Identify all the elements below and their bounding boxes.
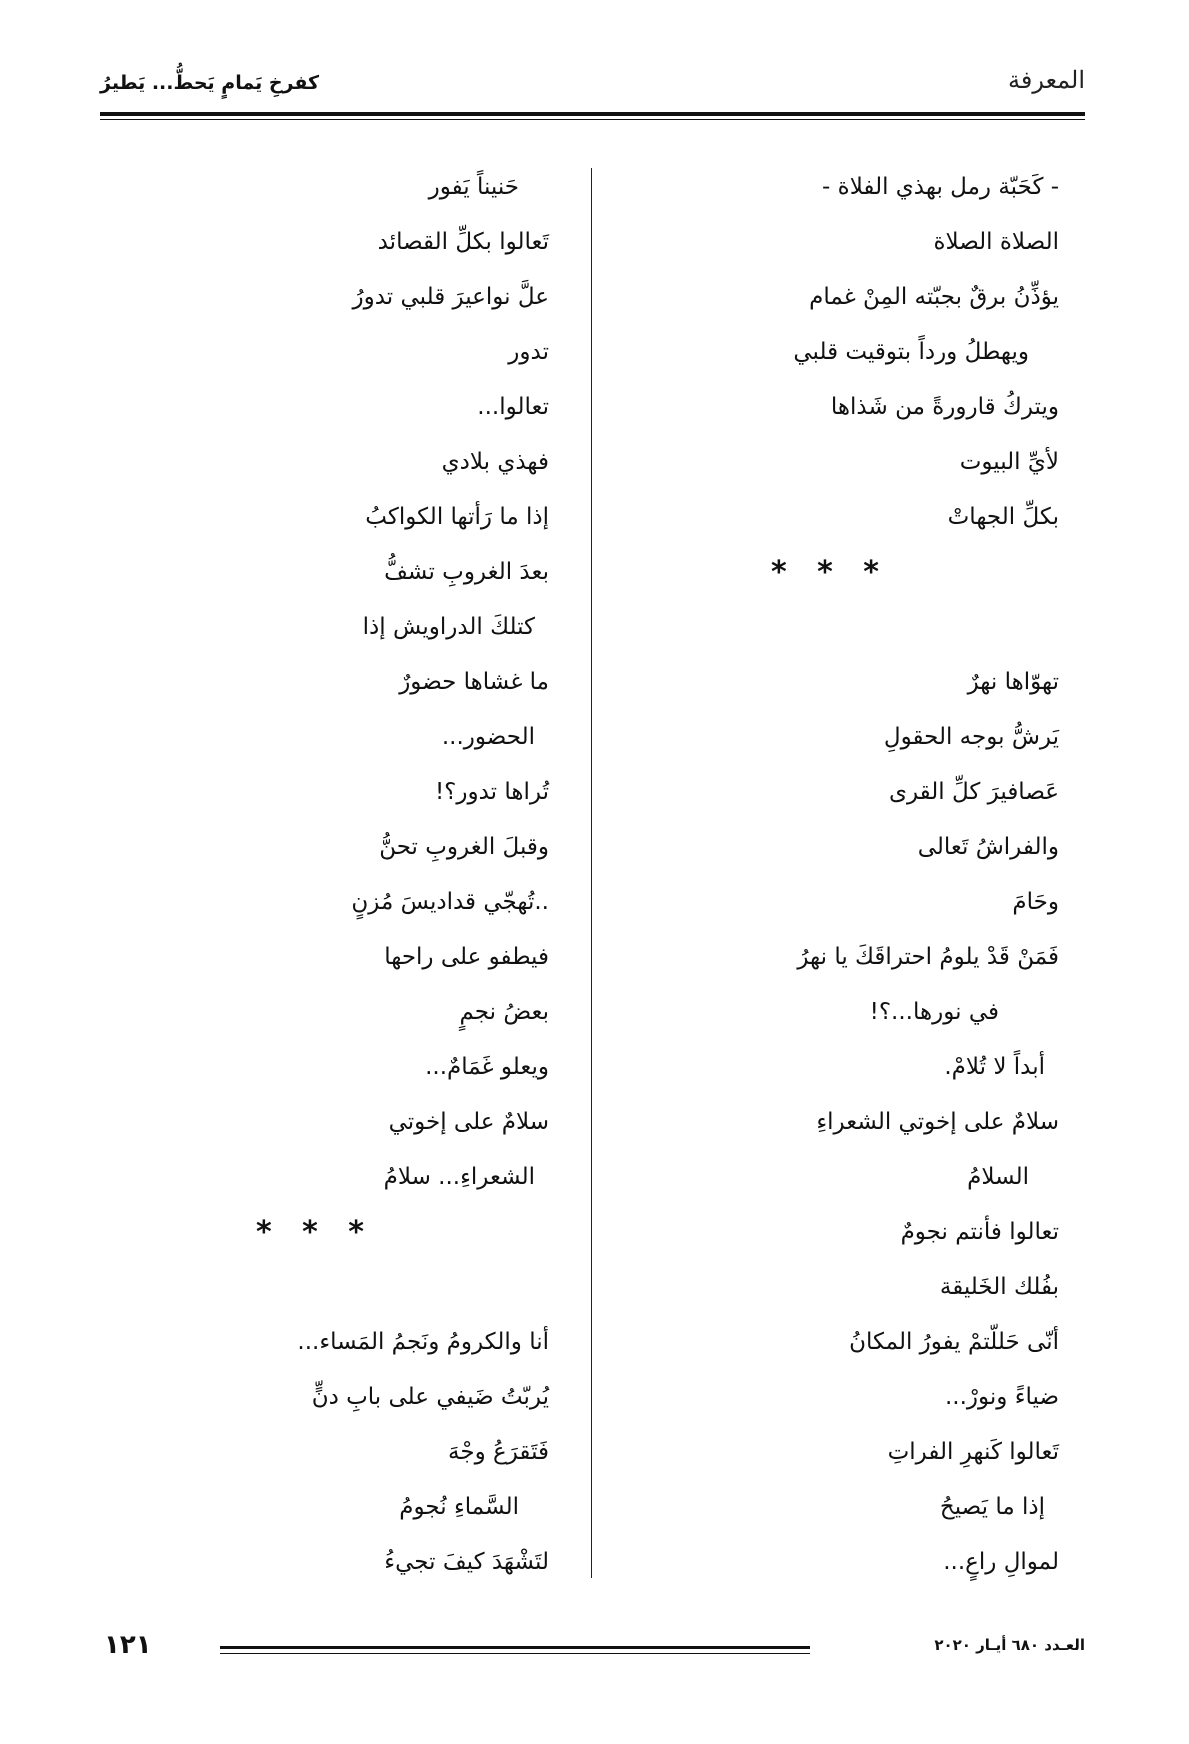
- verse-line: ويعلو غَمَامٌ...: [425, 1054, 549, 1080]
- stanza-gap: [149, 1260, 549, 1315]
- verse-line: تعالوا...: [477, 394, 549, 420]
- poem-column-left: [149, 160, 549, 1590]
- verse-line: وقبلَ الغروبِ تحنُّ: [379, 834, 549, 860]
- verse-line: تَعالوا كَنهرِ الفراتِ: [887, 1439, 1059, 1465]
- verse-line: فَتَقرَعُ وجْهَ: [448, 1439, 549, 1465]
- running-title: كفرخِ يَمامٍ يَحطُّ... يَطيرُ: [100, 72, 320, 94]
- column-divider: [591, 168, 592, 1578]
- verse-line: أبداً لا تُلامْ.: [944, 1054, 1045, 1080]
- verse-line: يُربّتُ ضَيفي على بابِ دنٍّ: [311, 1384, 549, 1410]
- verse-line: لأيِّ البيوت: [959, 449, 1059, 475]
- verse-line: إذا ما رَأتها الكواكبُ: [365, 504, 549, 530]
- verse-line: - كَحَبّة رمل بهذي الفلاة -: [822, 174, 1059, 200]
- verse-line: السَّماءِ نُجومُ: [399, 1494, 519, 1520]
- stanza-gap: [699, 600, 1059, 655]
- verse-line: في نورها...؟!: [869, 999, 999, 1025]
- verse-line: فهذي بلادي: [441, 449, 549, 475]
- verse-line: يؤذِّنُ برقٌ بجبّته المِنْ غمام: [809, 284, 1059, 310]
- poem-column-right: [699, 160, 1059, 1590]
- verse-line: علَّ نواعيرَ قلبي تدورُ: [352, 284, 549, 310]
- verse-line: ..تُهجّي قداديسَ مُزنٍ: [351, 889, 549, 915]
- page-footer: [100, 1630, 1085, 1670]
- verse-line: بفُلك الخَليقة: [939, 1274, 1059, 1300]
- verse-line: سلامٌ على إخوتي الشعراءِ: [816, 1109, 1059, 1135]
- verse-line: تهوّاها نهرٌ: [967, 669, 1059, 695]
- verse-line: سلامٌ على إخوتي: [388, 1109, 549, 1135]
- verse-line: عَصافيرَ كلِّ القرى: [888, 779, 1059, 805]
- verse-line: تُراها تدور؟!: [434, 779, 549, 805]
- verse-line: بعدَ الغروبِ تشفُّ: [384, 559, 549, 585]
- verse-line: وحَامَ: [1012, 889, 1059, 915]
- header-rule-thin: [100, 119, 1085, 120]
- verse-line: ما غشاها حضورٌ: [399, 669, 549, 695]
- verse-line: ويهطلُ ورداً بتوقيت قلبي: [793, 339, 1029, 365]
- verse-line: بعضُ نجمٍ: [459, 999, 549, 1025]
- verse-line: يَرشُّ بوجه الحقولِ: [883, 724, 1059, 750]
- verse-line: فيطفو على راحها: [384, 944, 549, 970]
- verse-line: والفراشُ تَعالى: [917, 834, 1059, 860]
- verse-line: السلامُ: [967, 1164, 1029, 1190]
- verse-line: لتَشْهَدَ كيفَ تجيءُ: [384, 1549, 549, 1575]
- page-number: ١٢١: [104, 1630, 152, 1660]
- verse-line: فَمَنْ قَدْ يلومُ احتراقَكَ يا نهرُ: [797, 944, 1059, 970]
- verse-line: تعالوا فأنتم نجومٌ: [900, 1219, 1059, 1245]
- footer-rule-thin: [220, 1653, 810, 1654]
- verse-line: الصلاة الصلاة: [933, 229, 1059, 255]
- verse-line: تَعالوا بكلِّ القصائد: [377, 229, 549, 255]
- footer-rule-thick: [220, 1646, 810, 1649]
- verse-line: ويتركُ قارورةً من شَذاها: [830, 394, 1059, 420]
- verse-line: أنا والكرومُ ونَجمُ المَساء...: [297, 1329, 549, 1355]
- verse-line: لموالِ راعٍ...: [943, 1549, 1059, 1575]
- section-separator: * * *: [771, 555, 889, 590]
- verse-line: ضياءً ونورْ...: [944, 1384, 1059, 1410]
- verse-line: الحضور...: [441, 724, 535, 750]
- issue-info: العـدد ٦٨٠ أيـار ٢٠٢٠: [934, 1636, 1085, 1654]
- magazine-logo: المعرفة: [1007, 66, 1085, 94]
- header-rule-thick: [100, 112, 1085, 116]
- section-separator: * * *: [256, 1215, 374, 1250]
- verse-line: أنّى حَللّتمْ يفورُ المكانُ: [849, 1329, 1059, 1355]
- verse-line: حَنيناً يَفور: [428, 174, 519, 200]
- verse-line: بكلِّ الجهاتْ: [947, 504, 1059, 530]
- verse-line: كتلكَ الدراويش إذا: [362, 614, 535, 640]
- verse-line: الشعراءِ... سلامُ: [383, 1164, 535, 1190]
- verse-line: إذا ما يَصيحُ: [939, 1494, 1045, 1520]
- verse-line: تدور: [508, 339, 549, 365]
